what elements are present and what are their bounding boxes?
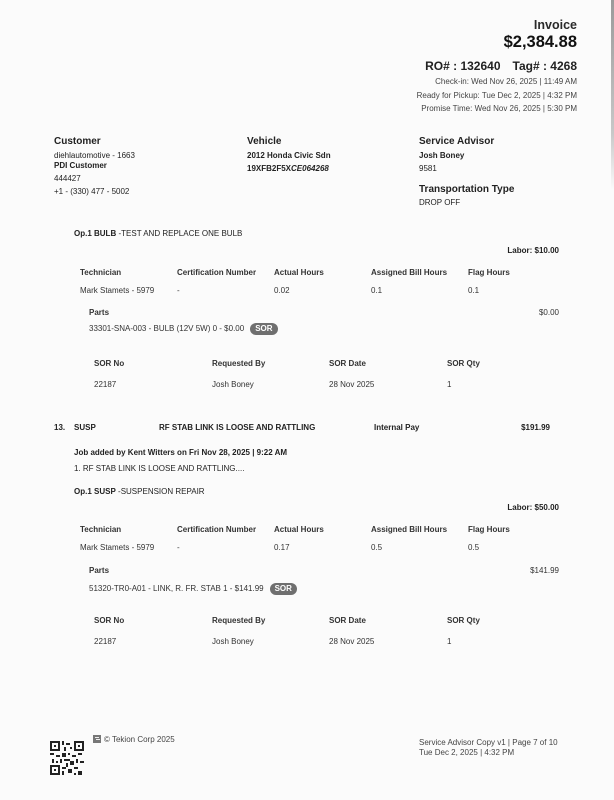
- job13-pay-type: Internal Pay: [374, 423, 420, 432]
- job13-actual-hours: 0.17: [274, 543, 290, 552]
- job1-parts-total: $0.00: [538, 308, 559, 317]
- job1-flag-hours: 0.1: [468, 286, 480, 295]
- invoice-total: $2,384.88: [503, 33, 577, 51]
- promise-time: Promise Time: Wed Nov 26, 2025 | 5:30 PM: [421, 104, 577, 113]
- job13-amount: $191.99: [521, 423, 550, 432]
- job13-code: SUSP: [74, 423, 96, 432]
- copyright-text: © Tekion Corp 2025: [104, 735, 175, 744]
- service-advisor-id: 9581: [419, 164, 437, 173]
- job13-th-sor-no: SOR No: [94, 616, 125, 625]
- qr-code-icon: [50, 741, 84, 775]
- job1-th-flag-hours: Flag Hours: [468, 268, 510, 277]
- job1-labor: Labor: $10.00: [507, 246, 559, 255]
- sor-badge: SOR: [250, 323, 277, 335]
- job1-part-line: [89, 323, 278, 335]
- job1-th-certification: Certification Number: [177, 268, 257, 277]
- job13-sor-qty: 1: [447, 637, 452, 646]
- customer-name: diehlautomotive - 1663: [54, 151, 135, 160]
- job1-th-sor-date: SOR Date: [329, 359, 366, 368]
- job13-op-code: Op.1 SUSP: [74, 487, 116, 496]
- service-advisor-label: Service Advisor: [419, 136, 495, 147]
- job13-parts-total: $141.99: [530, 566, 559, 575]
- job13-part-desc: 51320-TR0-A01 - LINK, R. FR. STAB 1 - $141.99: [89, 584, 264, 594]
- ready-for-pickup-time: Ready for Pickup: Tue Dec 2, 2025 | 4:32 PM: [416, 91, 577, 100]
- vehicle-vin: [247, 164, 329, 173]
- job13-th-assigned-bill-hours: Assigned Bill Hours: [371, 525, 448, 534]
- job1-th-requested-by: Requested By: [212, 359, 266, 368]
- job1-th-assigned-bill-hours: Assigned Bill Hours: [371, 268, 448, 277]
- vehicle-model: 2012 Honda Civic Sdn: [247, 151, 331, 160]
- job13-number: 13.: [54, 423, 66, 432]
- job13-assigned-bill-hours: 0.5: [371, 543, 383, 552]
- transportation-value: DROP OFF: [419, 198, 461, 207]
- job13-th-flag-hours: Flag Hours: [468, 525, 510, 534]
- job13-added-by: Job added by Kent Witters on Fri Nov 28, 2025 | 9:22 AM: [74, 448, 288, 457]
- job13-part-line: [89, 583, 297, 595]
- job13-labor: Labor: $50.00: [507, 503, 559, 512]
- sor-badge: SOR: [270, 583, 297, 595]
- job13-parts-label: Parts: [89, 566, 110, 575]
- job13-th-certification: Certification Number: [177, 525, 257, 534]
- job1-assigned-bill-hours: 0.1: [371, 286, 383, 295]
- job1-technician: Mark Stamets - 5979: [80, 286, 155, 295]
- job13-requested-by: Josh Boney: [212, 637, 254, 646]
- copy-info: Service Advisor Copy v1 | Page 7 of 10: [419, 738, 558, 747]
- tag-number: Tag# : 4268: [512, 59, 577, 73]
- tekion-logo-icon: [93, 735, 101, 743]
- job13-th-requested-by: Requested By: [212, 616, 266, 625]
- job1-op-code: Op.1 BULB: [74, 229, 117, 238]
- customer-label: Customer: [54, 136, 101, 147]
- printed-time: Tue Dec 2, 2025 | 4:32 PM: [419, 748, 515, 757]
- job1-certification: -: [177, 286, 180, 295]
- job1-part-desc: 33301-SNA-003 - BULB (12V 5W) 0 - $0.00: [89, 324, 245, 334]
- job1-th-technician: Technician: [80, 268, 122, 277]
- service-advisor-name: Josh Boney: [419, 151, 465, 160]
- job1-actual-hours: 0.02: [274, 286, 290, 295]
- job1-operation: [74, 229, 242, 238]
- ro-number: RO# : 132640: [425, 59, 501, 73]
- job13-operation: [74, 487, 205, 496]
- vin-prefix: 19XFB2F5X: [247, 164, 292, 173]
- job1-th-sor-no: SOR No: [94, 359, 125, 368]
- check-in-time: Check-in: Wed Nov 26, 2025 | 11:49 AM: [435, 77, 577, 86]
- job13-concern: 1. RF STAB LINK IS LOOSE AND RATTLING....: [74, 464, 245, 473]
- customer-type: PDI Customer: [54, 161, 107, 170]
- job1-sor-no: 22187: [94, 380, 117, 389]
- customer-id: 444427: [54, 174, 81, 183]
- job13-th-sor-date: SOR Date: [329, 616, 366, 625]
- job13-th-actual-hours: Actual Hours: [274, 525, 324, 534]
- job13-certification: -: [177, 543, 180, 552]
- job13-sor-no: 22187: [94, 637, 117, 646]
- job13-op-desc: -SUSPENSION REPAIR: [118, 487, 205, 496]
- job1-th-actual-hours: Actual Hours: [274, 268, 324, 277]
- job1-sor-qty: 1: [447, 380, 452, 389]
- job1-sor-date: 28 Nov 2025: [329, 380, 375, 389]
- ro-tag-line: [425, 59, 577, 73]
- job13-th-sor-qty: SOR Qty: [447, 616, 480, 625]
- job1-requested-by: Josh Boney: [212, 380, 254, 389]
- job13-technician: Mark Stamets - 5979: [80, 543, 155, 552]
- vin-suffix: CE064268: [291, 164, 329, 173]
- transportation-label: Transportation Type: [419, 184, 515, 195]
- customer-phone: +1 - (330) 477 - 5002: [54, 187, 130, 196]
- job13-th-technician: Technician: [80, 525, 122, 534]
- job1-op-desc: -TEST AND REPLACE ONE BULB: [118, 229, 243, 238]
- job13-title: RF STAB LINK IS LOOSE AND RATTLING: [159, 423, 316, 432]
- document-title: Invoice: [533, 18, 577, 32]
- job13-sor-date: 28 Nov 2025: [329, 637, 375, 646]
- job1-parts-label: Parts: [89, 308, 110, 317]
- job1-th-sor-qty: SOR Qty: [447, 359, 480, 368]
- job13-flag-hours: 0.5: [468, 543, 480, 552]
- copyright: [93, 735, 175, 744]
- vehicle-label: Vehicle: [247, 136, 282, 147]
